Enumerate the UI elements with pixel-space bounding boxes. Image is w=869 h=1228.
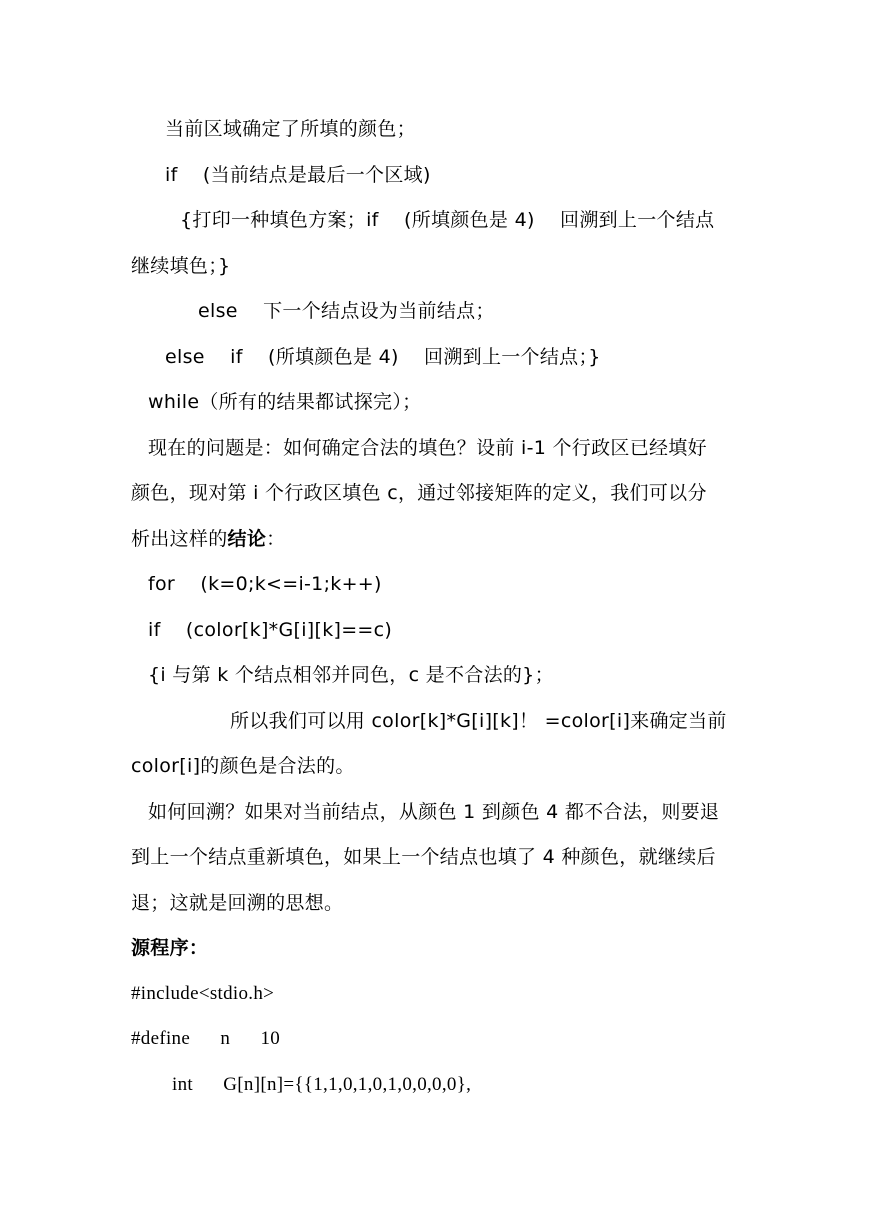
code-line: 继续填色；} — [131, 255, 231, 277]
code-line: if (color[k]*G[i][k]==c) — [148, 619, 393, 641]
code-line: if (当前结点是最后一个区域) — [165, 164, 431, 186]
paragraph-line: 到上一个结点重新填色，如果上一个结点也填了 4 种颜色，就继续后 — [131, 846, 716, 868]
code-line: {打印一种填色方案；if (所填颜色是 4) 回溯到上一个结点 — [180, 209, 715, 231]
colon: ： — [266, 528, 286, 550]
code-line: else 下一个结点设为当前结点； — [198, 300, 495, 322]
source-code-line: #define n 10 — [131, 1028, 281, 1049]
paragraph-line: 颜色，现对第 i 个行政区填色 c，通过邻接矩阵的定义，我们可以分 — [131, 482, 707, 504]
paragraph-line: 如何回溯？如果对当前结点，从颜色 1 到颜色 4 都不合法，则要退 — [148, 801, 720, 823]
source-code-line: #include<stdio.h> — [131, 983, 275, 1004]
paragraph-text: 析出这样的 — [131, 528, 228, 550]
paragraph-line: 所以我们可以用 color[k]*G[i][k]！ =color[i]来确定当前 — [230, 710, 727, 732]
paragraph-line — [131, 527, 285, 551]
code-line: else if (所填颜色是 4) 回溯到上一个结点；} — [165, 346, 601, 368]
source-code-line: int G[n][n]={{1,1,0,1,0,1,0,0,0,0}, — [172, 1074, 472, 1095]
code-line: while（所有的结果都试探完）； — [148, 391, 422, 413]
paragraph-line: 现在的问题是：如何确定合法的填色？设前 i-1 个行政区已经填好 — [148, 437, 707, 459]
section-heading: 源程序： — [131, 937, 209, 959]
paragraph-line: 退；这就是回溯的思想。 — [131, 892, 344, 914]
code-line: for (k=0;k<=i-1;k++) — [148, 573, 382, 595]
paragraph-line: color[i]的颜色是合法的。 — [131, 755, 355, 777]
text-line: 当前区域确定了所填的颜色； — [165, 118, 416, 140]
code-line: {i 与第 k 个结点相邻并同色，c 是不合法的}； — [148, 664, 554, 686]
conclusion-emphasis: 结论 — [227, 528, 267, 550]
